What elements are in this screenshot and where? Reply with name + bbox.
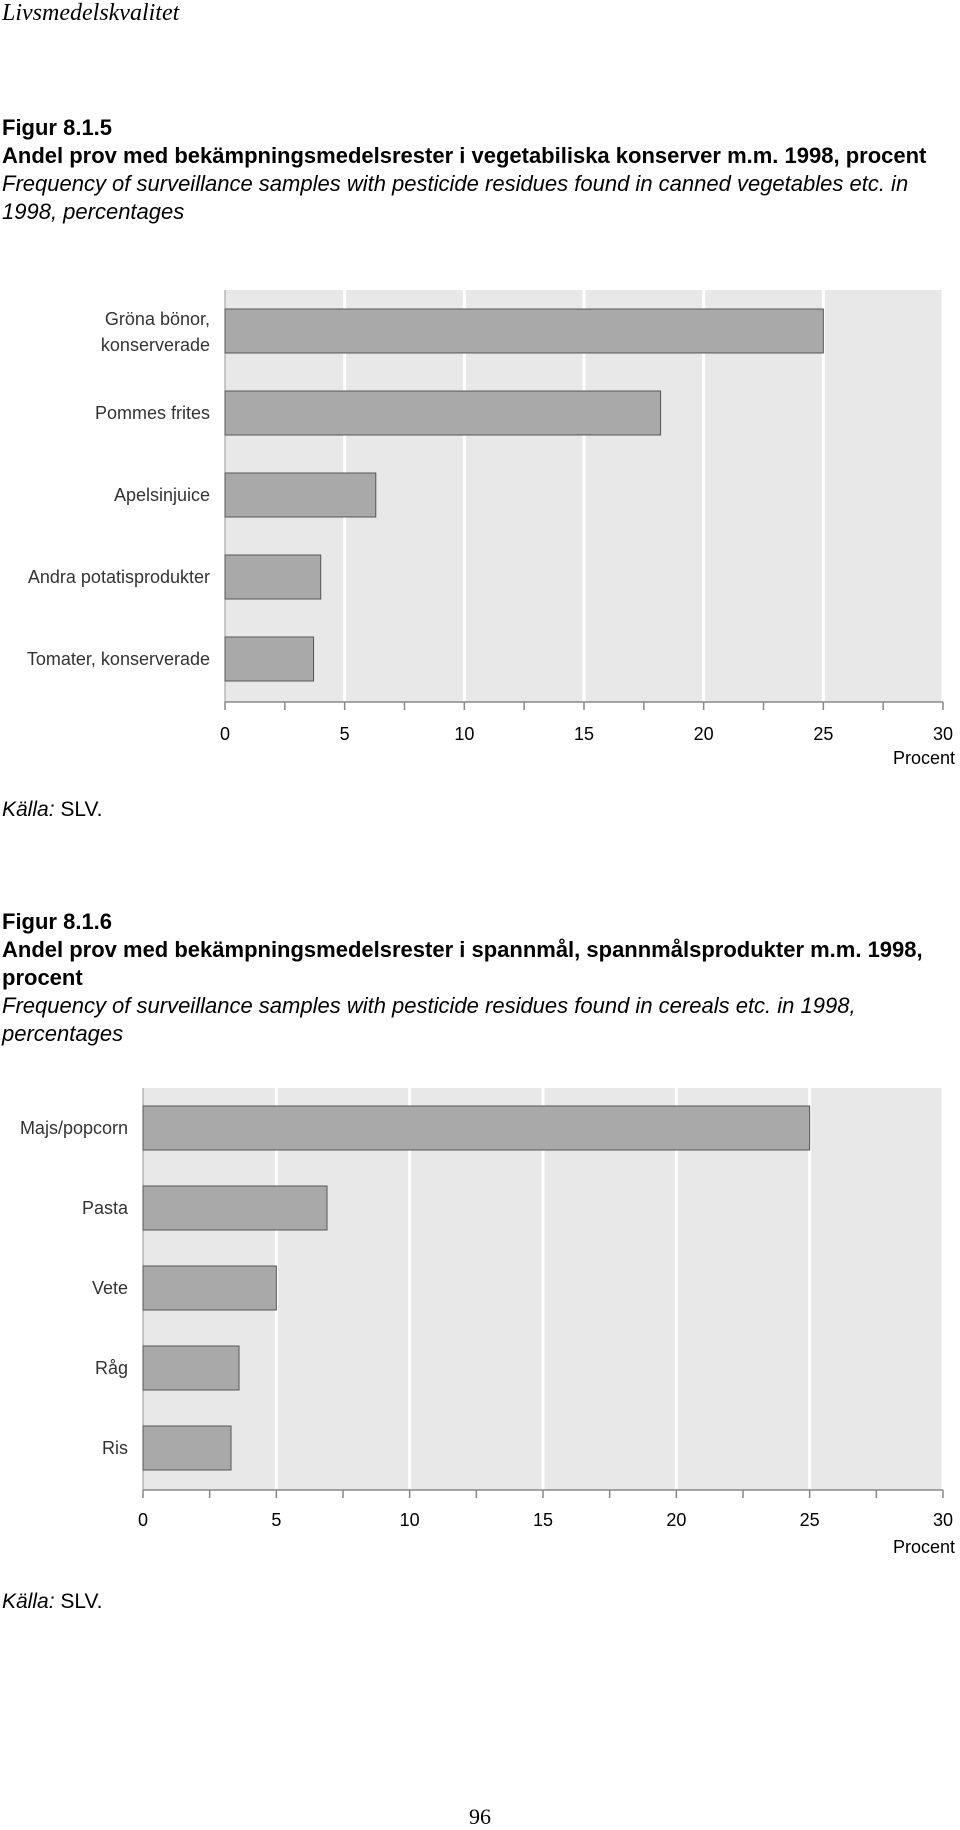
tick-label: 15 — [532, 1510, 554, 1530]
tick-label: 5 — [271, 1510, 282, 1530]
tick-label: 10 — [454, 724, 475, 744]
source-note-2 — [2, 1590, 102, 1614]
bar — [143, 1186, 327, 1230]
category-label — [82, 1198, 129, 1218]
figure-title-swedish: Andel prov med bekämpningsmedelsrester i vegetabiliska konserver m.m. 1998, procent — [2, 143, 927, 168]
axis-title: Procent — [892, 748, 955, 768]
tick-label: 5 — [339, 724, 350, 744]
tick-label: 20 — [693, 724, 714, 744]
tick-label: 20 — [666, 1510, 687, 1530]
figure-title-english: Frequency of surveillance samples with pesticide residues found in canned vegetables etc. in 1998, percentages — [2, 171, 909, 224]
page-number: 96 — [469, 1804, 491, 1829]
bar — [143, 1426, 231, 1470]
category-label — [20, 1118, 128, 1138]
figure-title-english: Frequency of surveillance samples with pesticide residues found in cereals etc. in 1998, percentages — [2, 993, 856, 1046]
axis-title: Procent — [892, 1537, 955, 1557]
tick-label: 25 — [799, 1510, 820, 1530]
category-label-line: konserverade — [100, 335, 210, 355]
tick-label: 0 — [219, 724, 231, 744]
tick-label: 15 — [573, 724, 595, 744]
category-label-line: Vete — [91, 1278, 128, 1298]
tick-label: 30 — [932, 724, 954, 744]
source-label: Källa: — [2, 798, 55, 821]
figure-title-swedish: Andel prov med bekämpningsmedelsrester i spannmål, spannmålsprodukter m.m. 1998, procent — [2, 937, 923, 990]
source-value: SLV. — [60, 1590, 103, 1613]
running-header: Livsmedelskvalitet — [2, 0, 180, 26]
category-label — [95, 1358, 128, 1378]
source-value: SLV. — [60, 798, 103, 821]
bar — [143, 1266, 276, 1310]
tick-label: 0 — [137, 1510, 149, 1530]
category-label-line: Råg — [94, 1358, 128, 1378]
category-label-line: Pasta — [81, 1198, 128, 1218]
category-label-line: Ris — [102, 1438, 128, 1458]
figure-number: Figur 8.1.6 — [2, 909, 113, 934]
category-label — [92, 1278, 128, 1298]
tick-label: 10 — [399, 1510, 420, 1530]
category-label — [102, 1438, 128, 1458]
source-label: Källa: — [2, 1590, 55, 1613]
figure-number: Figur 8.1.5 — [2, 115, 113, 140]
category-label-line: Gröna bönor, — [104, 309, 210, 329]
category-label-line: Andra potatisprodukter — [27, 567, 210, 587]
category-label-line: Apelsinjuice — [113, 485, 210, 505]
bar — [143, 1106, 810, 1150]
tick-label: 25 — [813, 724, 834, 744]
tick-label: 30 — [932, 1510, 954, 1530]
category-label-line: Tomater, konserverade — [26, 649, 210, 669]
category-label-line: Majs/popcorn — [19, 1118, 128, 1138]
category-label-line: Pommes frites — [94, 403, 210, 423]
bar — [143, 1346, 239, 1390]
